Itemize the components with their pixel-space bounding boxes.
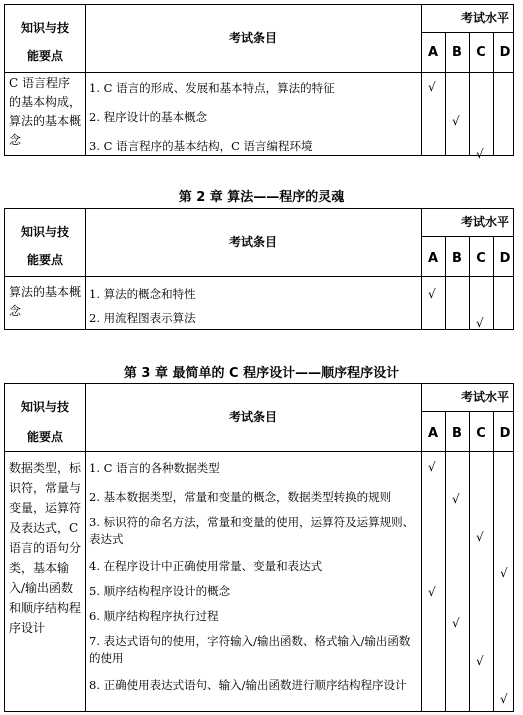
exam-item: 2. 程序设计的基本概念	[89, 110, 208, 124]
level-d: D	[499, 45, 511, 60]
level-a: A	[427, 45, 439, 60]
exam-item: 3. C 语言程序的基本结构，C 语言编程环境	[89, 139, 313, 153]
check-mark: √	[476, 147, 484, 161]
level-b: B	[452, 45, 462, 60]
exam-item: 6. 顺序结构程序执行过程	[89, 609, 219, 623]
exam-item: 1. C 语言的各种数据类型	[89, 461, 220, 475]
check-mark: √	[428, 80, 436, 94]
level-header: 考试水平	[460, 390, 509, 404]
check-mark: √	[476, 316, 484, 330]
level-c: C	[476, 426, 486, 441]
knowledge-cell: C 语言程序的基本构成，算法的基本概念	[9, 76, 82, 147]
exam-item: 4. 在程序设计中正确使用常量、变量和表达式	[89, 559, 323, 573]
level-d: D	[499, 426, 511, 441]
level-a: A	[427, 251, 439, 266]
level-c: C	[476, 45, 486, 60]
check-mark: √	[428, 287, 436, 301]
items-header: 考试条目	[228, 410, 277, 424]
check-mark: √	[452, 616, 460, 630]
items-header: 考试条目	[228, 235, 277, 249]
exam-item: 1. C 语言的形成、发展和基本特点，算法的特征	[89, 81, 335, 95]
level-b: B	[452, 426, 462, 441]
exam-item: 1. 算法的概念和特性	[89, 287, 196, 301]
level-c: C	[476, 251, 486, 266]
exam-item: 2. 用流程图表示算法	[89, 311, 196, 325]
check-mark: √	[452, 114, 460, 128]
level-b: B	[452, 251, 462, 266]
chapter-2-title: 第 2 章 算法——程序的灵魂	[178, 190, 345, 205]
level-d: D	[499, 251, 511, 266]
level-a: A	[427, 426, 439, 441]
check-mark: √	[500, 566, 508, 580]
exam-item: 2. 基本数据类型，常量和变量的概念，数据类型转换的规则	[89, 490, 392, 504]
exam-table-2	[4, 208, 514, 330]
check-mark: √	[500, 692, 508, 706]
exam-item: 5. 顺序结构程序设计的概念	[89, 584, 231, 598]
exam-item: 3. 标识符的命名方法，常量和变量的使用，运算符及运算规则、表达式	[89, 515, 415, 546]
check-mark: √	[452, 492, 460, 506]
exam-item: 7. 表达式语句的使用，字符输入/输出函数、格式输入/输出函数的使用	[89, 634, 411, 665]
knowledge-header: 知识与技 能要点	[20, 21, 69, 63]
level-header: 考试水平	[460, 215, 509, 229]
level-header: 考试水平	[460, 11, 509, 25]
check-mark: √	[428, 585, 436, 599]
knowledge-header: 知识与技 能要点	[20, 400, 69, 444]
exam-table-3	[4, 383, 514, 712]
knowledge-header: 知识与技 能要点	[20, 225, 69, 267]
check-mark: √	[428, 460, 436, 474]
check-mark: √	[476, 654, 484, 668]
chapter-3-title: 第 3 章 最简单的 C 程序设计——顺序程序设计	[123, 366, 400, 381]
exam-item: 8. 正确使用表达式语句、输入/输出函数进行顺序结构程序设计	[89, 678, 407, 692]
knowledge-cell: 算法的基本概念	[9, 285, 82, 318]
check-mark: √	[476, 530, 484, 544]
knowledge-cell: 数据类型，标识符，常量与变量，运算符及表达式，C 语言的语句分类，基本输入/输出函数和顺序结构程序设计	[9, 461, 82, 635]
exam-table-1	[4, 4, 514, 161]
items-header: 考试条目	[228, 31, 277, 45]
